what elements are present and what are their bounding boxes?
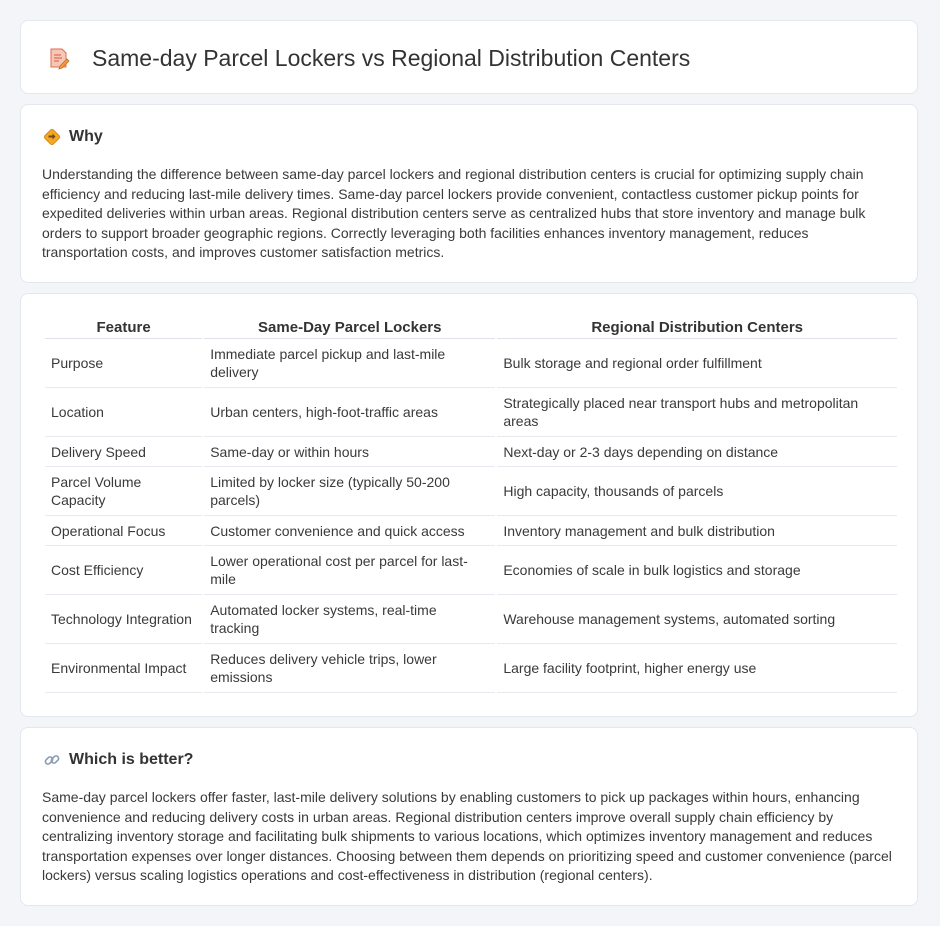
lockers-cell: Same-day or within hours [204,437,495,467]
header-feature: Feature [45,316,202,339]
lockers-cell: Limited by locker size (typically 50-200 parcels) [204,467,495,516]
feature-cell: Parcel Volume Capacity [45,467,202,516]
which-better-section [20,727,918,906]
table-row [45,595,897,644]
feature-cell: Location [45,388,202,437]
table-row [45,388,897,437]
better-header [43,749,193,771]
link-icon [43,751,61,769]
feature-cell: Technology Integration [45,595,202,644]
feature-cell: Purpose [45,339,202,388]
comparison-table [43,316,899,693]
road-sign-icon [43,128,61,146]
table-row [45,516,897,546]
header-lockers: Same-Day Parcel Lockers [204,316,495,339]
table-row [45,546,897,595]
centers-cell: Economies of scale in bulk logistics and storage [497,546,897,595]
header-centers: Regional Distribution Centers [497,316,897,339]
document-pencil-icon [47,46,71,70]
feature-cell: Operational Focus [45,516,202,546]
title-card [20,20,918,94]
better-text: Same-day parcel lockers offer faster, last-mile delivery solutions by enabling customers to pick up packages within hours, enhancing convenience and reducing delivery costs in urban areas. Regional distribution centers improve overall supply chain efficiency by centralizing inventory storage and facilitating bulk shipments to various locations, which optimizes inventory management and reduces transportation expenses over longer distances. Choosing between them depends on prioritizing speed and customer convenience (parcel lockers) versus scaling logistics operations and cost-effectiveness in distribution (regional centers). [42,789,892,883]
better-heading: Which is better? [69,751,194,768]
lockers-cell: Customer convenience and quick access [204,516,495,546]
why-section [20,104,918,283]
lockers-cell: Automated locker systems, real-time tracking [204,595,495,644]
centers-cell: Bulk storage and regional order fulfillment [497,339,897,388]
comparison-section [20,293,918,717]
centers-cell: High capacity, thousands of parcels [497,467,897,516]
feature-cell: Environmental Impact [45,644,202,693]
why-text: Understanding the difference between same-day parcel lockers and regional distribution centers is crucial for optimizing supply chain efficiency and reducing last-mile delivery times. Same-day parcel lockers provide convenient, contactless customer pickup points for expedited deliveries within urban areas. Regional distribution centers serve as centralized hubs that store inventory and manage bulk orders to support broader geographic regions. Correctly leveraging both facilities enhances inventory management, reduces transportation costs, and improves customer satisfaction metrics. [42,166,866,260]
centers-cell: Warehouse management systems, automated sorting [497,595,897,644]
table-row [45,437,897,467]
why-heading: Why [69,128,103,145]
why-header [43,126,103,148]
lockers-cell: Lower operational cost per parcel for last-mile [204,546,495,595]
table-row [45,644,897,693]
centers-cell: Inventory management and bulk distribution [497,516,897,546]
centers-cell: Next-day or 2-3 days depending on distance [497,437,897,467]
table-header-row [45,316,897,339]
page-title: Same-day Parcel Lockers vs Regional Distribution Centers [92,45,691,71]
lockers-cell: Urban centers, high-foot-traffic areas [204,388,495,437]
lockers-cell: Reduces delivery vehicle trips, lower emissions [204,644,495,693]
feature-cell: Cost Efficiency [45,546,202,595]
feature-cell: Delivery Speed [45,437,202,467]
centers-cell: Strategically placed near transport hubs and metropolitan areas [497,388,897,437]
table-row [45,467,897,516]
lockers-cell: Immediate parcel pickup and last-mile delivery [204,339,495,388]
table-row [45,339,897,388]
centers-cell: Large facility footprint, higher energy use [497,644,897,693]
